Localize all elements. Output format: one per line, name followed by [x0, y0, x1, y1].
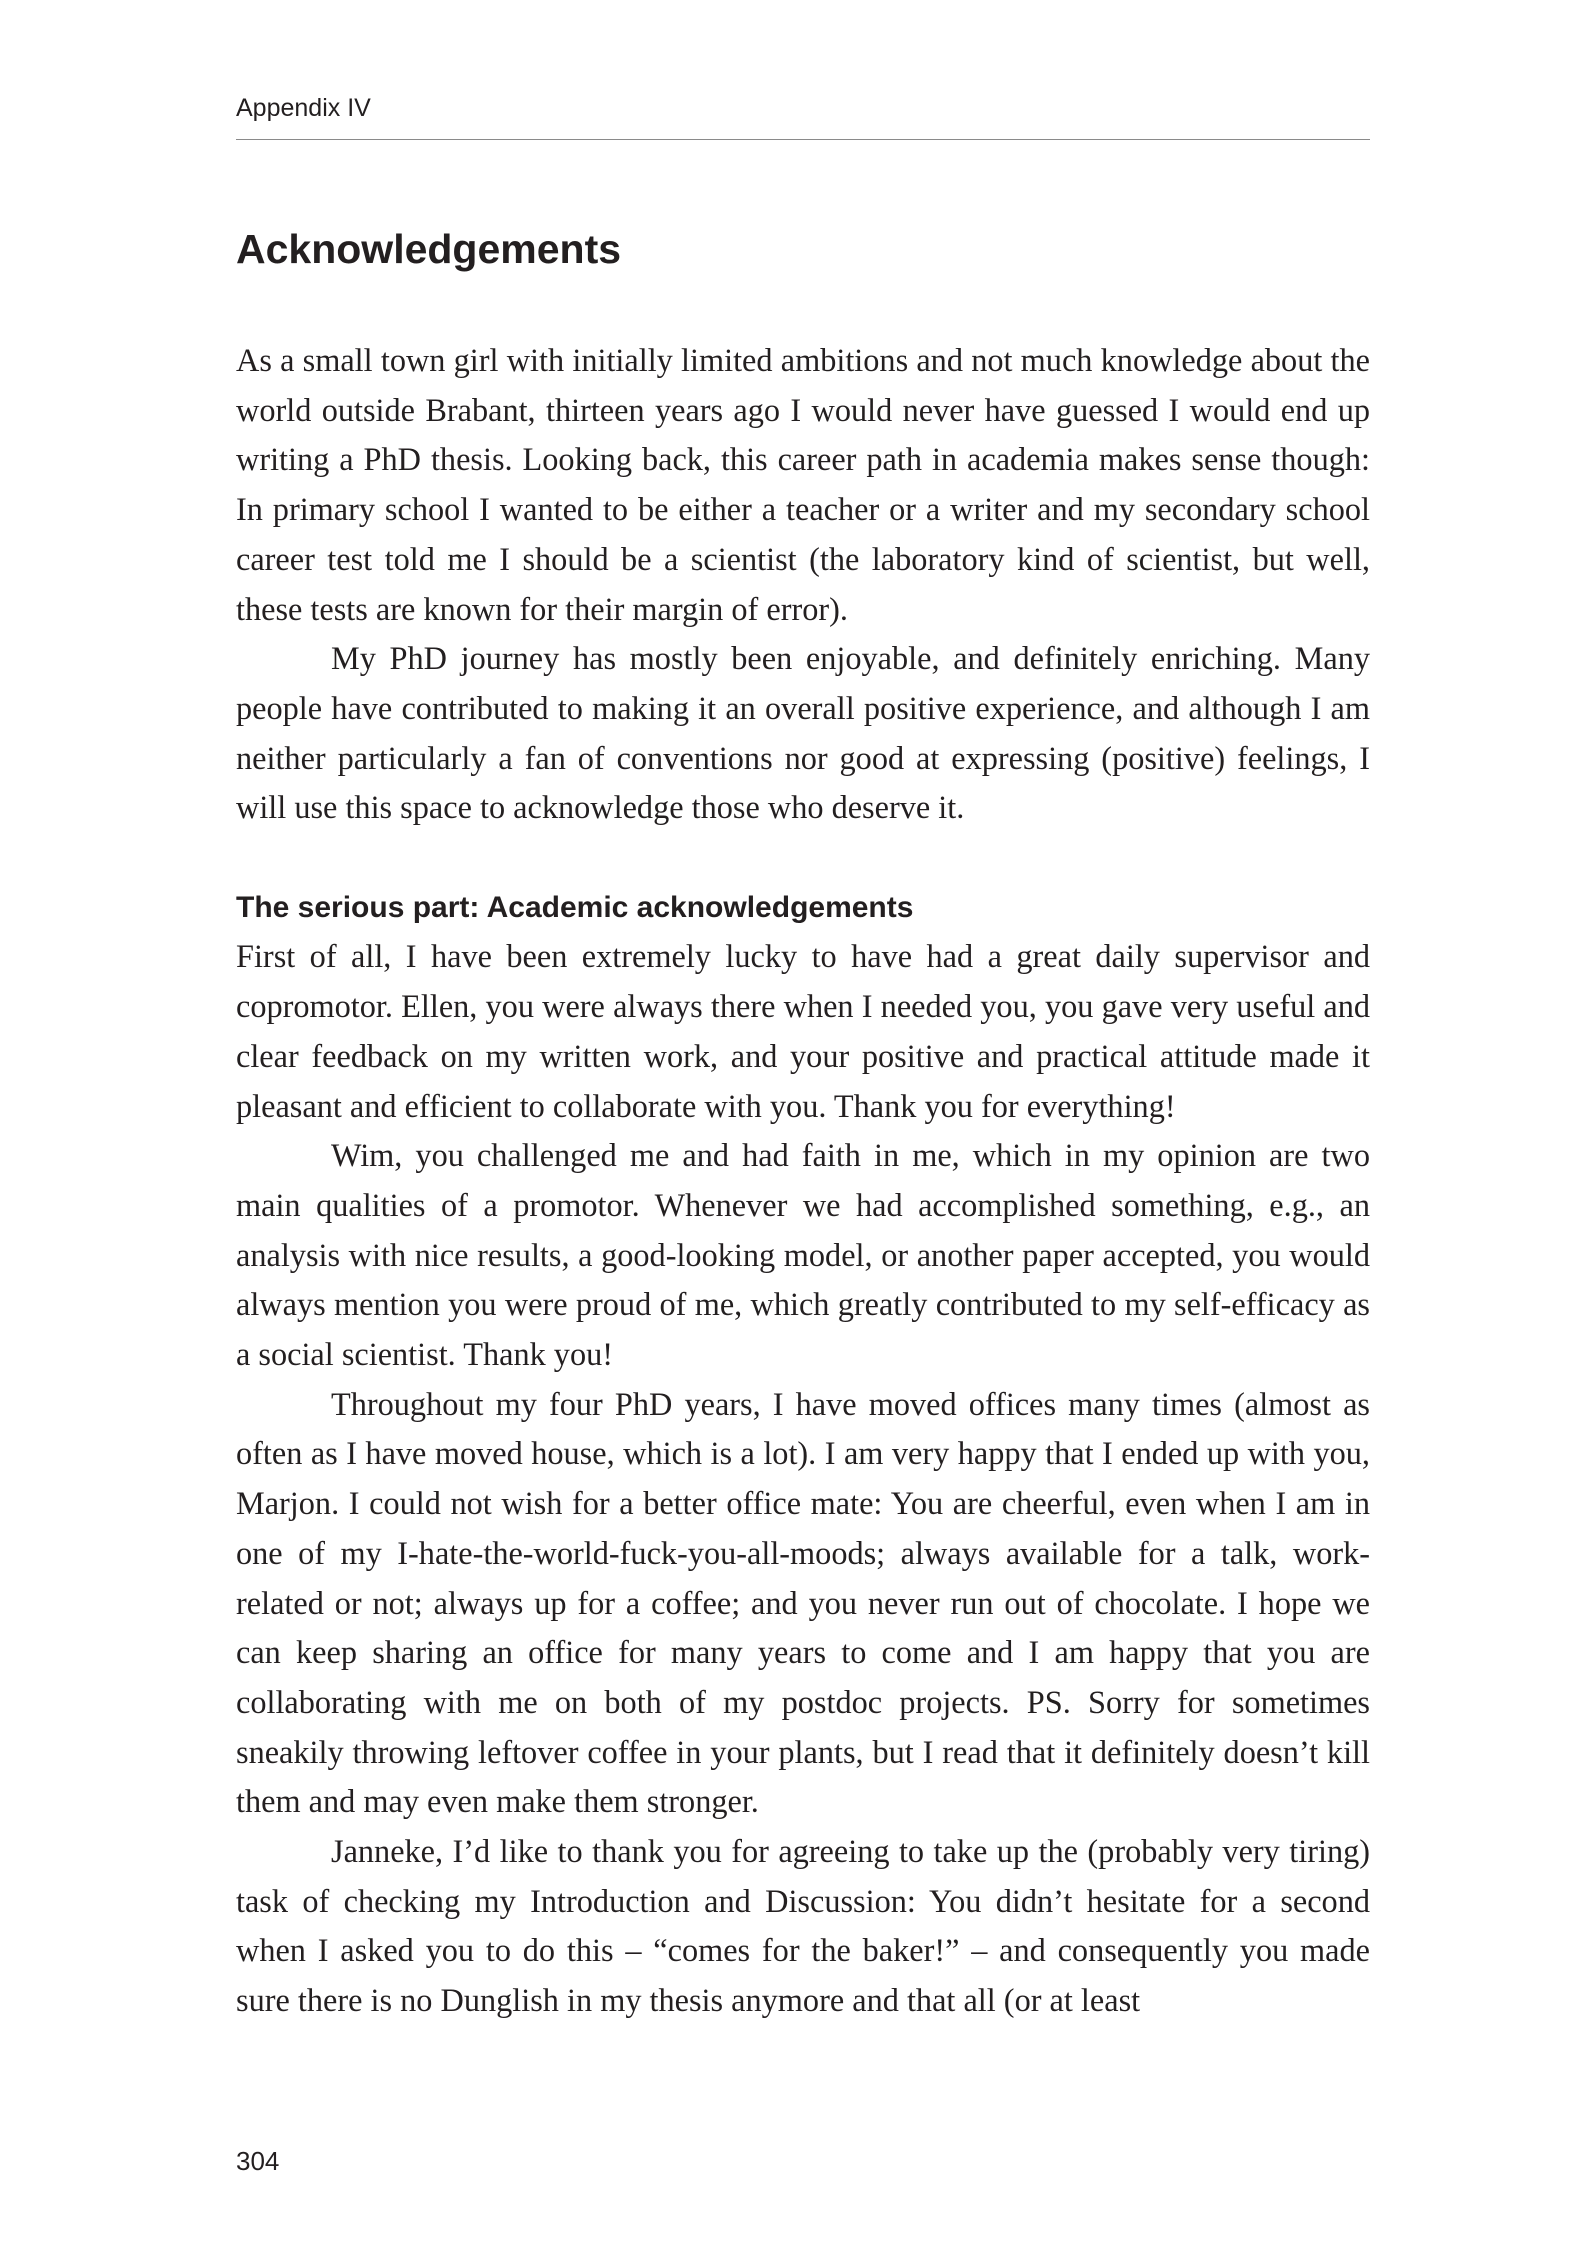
intro-paragraph-2: My PhD journey has mostly been enjoyable, and definitely enriching. Many people have contributed to making it an overall positive experience, and although I am neither particularly a fan of conventions nor good at expressing (positive) feelings, I will use this space to acknowledge those who deserve it. [236, 640, 1370, 826]
intro-paragraph-1: As a small town girl with initially limited ambitions and not much knowledge about the world outside Brabant, thirteen years ago I would never have guessed I would end up writing a PhD thesis. Looking back, this career path in academia makes sense though: In primary school I wanted to be either a teacher or a writer and my secondary school career test told me I should be a scientist (the laboratory kind of scientist, but well, these tests are known for their margin of error). [236, 342, 1370, 627]
academic-paragraph-2: Wim, you challenged me and had faith in me, which in my opinion are two main qualities of a promotor. Whenever we had accomplished something, e.g., an analysis with nice results, a good-looking model, or another paper accepted, you would always mention you were proud of me, which greatly contributed to my self-efficacy as a social scientist. Thank you! [236, 1137, 1370, 1373]
body-text [236, 336, 1370, 2026]
running-header [236, 92, 1370, 140]
running-header-title: Appendix IV [236, 94, 371, 122]
academic-paragraph-1: First of all, I have been extremely lucky to have had a great daily supervisor and copromotor. Ellen, you were always there when I needed you, you gave very useful and clear feedback on my written work, and your positive and practical attitude made it pleasant and efficient to collaborate with you. Thank you for everything! [236, 938, 1370, 1124]
section-heading-academic: The serious part: Academic acknowledgements [236, 890, 914, 924]
chapter-title: Acknowledgements [236, 226, 622, 272]
academic-paragraph-3: Throughout my four PhD years, I have moved offices many times (almost as often as I have moved house, which is a lot). I am very happy that I ended up with you, Marjon. I could not wish for a better office mate: You are cheerful, even when I am in one of my I-hate-the-world-fuck-you-all-moods; always available for a talk, work-related or not; always up for a coffee; and you never run out of chocolate. I hope we can keep sharing an office for many years to come and I am happy that you are collaborating with me on both of my postdoc projects. PS. Sorry for sometimes sneakily throwing leftover coffee in your plants, but I read that it definitely doesn’t kill them and may even make them stronger. [236, 1385, 1370, 1820]
academic-paragraph-4: Janneke, I’d like to thank you for agreeing to take up the (probably very tiring) task of checking my Introduction and Discussion: You didn’t hesitate for a second when I asked you to do this – “comes for the baker!” – and consequently you made sure there is no Dunglish in my thesis anymore and that all (or at least [236, 1833, 1370, 2019]
page-number: 304 [236, 2146, 280, 2176]
